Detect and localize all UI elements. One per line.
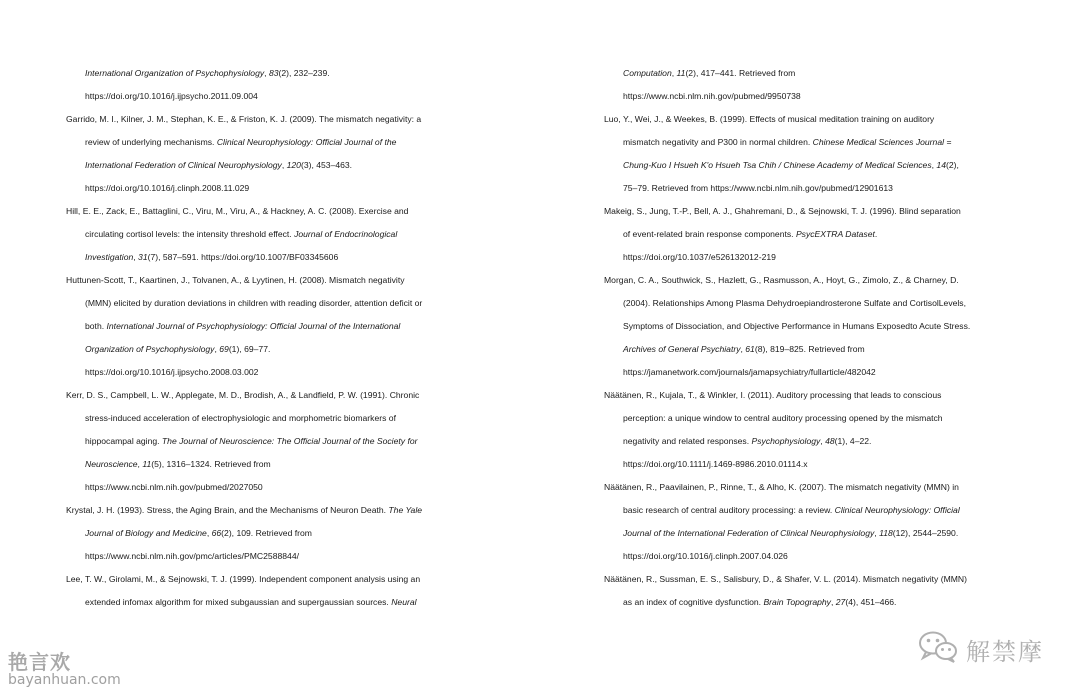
reference-entry-start (66, 269, 476, 292)
reference-text-run: https://www.ncbi.nlm.nih.gov/pubmed/2027050 (85, 482, 263, 492)
reference-entry-start (66, 200, 476, 223)
reference-text-run: , (206, 528, 212, 538)
reference-entry-start (66, 384, 476, 407)
reference-text-run: Hill, E. E., Zack, E., Battaglini, C., Viru, M., Viru, A., & Hackney, A. C. (2008). Exercise and (66, 206, 409, 216)
reference-text-run: . (874, 229, 878, 239)
reference-italic-run: International Journal of Psychophysiology: Official Journal of the International (106, 321, 401, 331)
reference-column-left (66, 62, 476, 614)
reference-text-run: circulating cortisol levels: the intensity threshold effect. (85, 229, 295, 239)
reference-column-right (604, 62, 1024, 614)
reference-italic-run: 31 (138, 252, 148, 262)
reference-text-run: , (137, 459, 143, 469)
reference-text-run: , (133, 252, 139, 262)
reference-text-run: https://doi.org/10.1016/j.ijpsycho.2011.09.004 (85, 91, 258, 101)
reference-text-run: Morgan, C. A., Southwick, S., Hazlett, G., Rasmusson, A., Hoyt, G., Zimolo, Z., & Charney, D. (604, 275, 959, 285)
reference-italic-run: PsycEXTRA Dataset (795, 229, 875, 239)
reference-text-run: (3), 453–463. (300, 160, 353, 170)
watermark-right (918, 630, 1044, 669)
reference-italic-run: Clinical Neurophysiology: Official (834, 505, 960, 515)
reference-text-run: extended infomax algorithm for mixed subgaussian and supergaussian sources. (85, 597, 392, 607)
reference-line (604, 292, 1024, 315)
reference-italic-run: Organization of Psychophysiology (85, 344, 215, 354)
watermark-right-name: 解禁摩 (966, 638, 1044, 666)
reference-line (66, 407, 476, 430)
reference-line (604, 430, 1024, 453)
reference-italic-run: 83 (268, 68, 279, 78)
reference-text-run: Krystal, J. H. (1993). Stress, the Aging Brain, and the Mechanisms of Neuron Death. (66, 505, 389, 515)
reference-text-run: basic research of central auditory processing: a review. (623, 505, 835, 515)
reference-entry-start (604, 476, 1024, 499)
reference-italic-run: Journal of Biology and Medicine (85, 528, 207, 538)
reference-text-run: https://doi.org/10.1111/j.1469-8986.2010.01114.x (623, 459, 808, 469)
reference-text-run: (2), (945, 160, 959, 170)
reference-line (604, 223, 1024, 246)
reference-text-run: mismatch negativity and P300 in normal children. (623, 137, 813, 147)
reference-entry-start (66, 108, 476, 131)
reference-line (604, 85, 1024, 108)
reference-text-run: Näätänen, R., Paavilainen, P., Rinne, T., & Alho, K. (2007). The mismatch negativity (MMN) in (604, 482, 959, 492)
reference-italic-run: 27 (835, 597, 846, 607)
reference-text-run: , (740, 344, 746, 354)
reference-text-run: Näätänen, R., Kujala, T., & Winkler, I. (2011). Auditory processing that leads to conscious (604, 390, 942, 400)
reference-line (604, 499, 1024, 522)
reference-line (604, 246, 1024, 269)
reference-text-run: https://doi.org/10.1016/j.clinph.2007.04.026 (623, 551, 788, 561)
reference-line (604, 522, 1024, 545)
reference-line (66, 154, 476, 177)
watermark-left-url: bayanhuan.com (8, 672, 121, 688)
reference-text-run: , (214, 344, 220, 354)
reference-text-run: https://www.ncbi.nlm.nih.gov/pubmed/9950738 (623, 91, 801, 101)
reference-italic-run: Neuroscience (85, 459, 138, 469)
reference-italic-run: Journal of Endocrinological (294, 229, 398, 239)
reference-entry-start (604, 568, 1024, 591)
reference-text-run: Makeig, S., Jung, T.-P., Bell, A. J., Ghahremani, D., & Sejnowski, T. J. (1996). Blind separation (604, 206, 961, 216)
reference-text-run: https://doi.org/10.1016/j.clinph.2008.11.029 (85, 183, 250, 193)
reference-text-run: (2), 417–441. Retrieved from (685, 68, 796, 78)
reference-italic-run: 118 (879, 528, 893, 538)
reference-italic-run: Archives of General Psychiatry (623, 344, 741, 354)
reference-line (66, 315, 476, 338)
reference-text-run: , (874, 528, 880, 538)
reference-italic-run: Clinical Neurophysiology: Official Journal of the (216, 137, 397, 147)
reference-text-run: Näätänen, R., Sussman, E. S., Salisbury, D., & Shafer, V. L. (2014). Mismatch negativity (MMN) (604, 574, 967, 584)
reference-text-run: , (820, 436, 826, 446)
reference-italic-run: Psychophysiology (751, 436, 821, 446)
reference-text-run: , (264, 68, 269, 78)
reference-italic-run: International Organization of Psychophysiology (85, 68, 265, 78)
reference-text-run: Kerr, D. S., Campbell, L. W., Applegate, M. D., Brodish, A., & Landfield, P. W. (1991). Chronic (66, 390, 420, 400)
reference-line (604, 338, 1024, 361)
reference-italic-run: 11 (142, 459, 152, 469)
reference-italic-run: 120 (286, 160, 301, 170)
reference-line (604, 591, 1024, 614)
reference-text-run: (2), 109. Retrieved from (221, 528, 312, 538)
reference-italic-run: International Federation of Clinical Neurophysiology (85, 160, 282, 170)
reference-line (66, 545, 476, 568)
reference-italic-run: Neural (391, 597, 417, 607)
reference-italic-run: 69 (219, 344, 229, 354)
reference-text-run: both. (85, 321, 107, 331)
reference-text-run: (8), 819–825. Retrieved from (754, 344, 865, 354)
reference-entry-start (604, 108, 1024, 131)
reference-italic-run: Investigation (85, 252, 134, 262)
reference-text-run: , (830, 597, 836, 607)
reference-text-run: Symptoms of Dissociation, and Objective Performance in Humans Exposedto Acute Stress. (623, 321, 971, 331)
reference-entry-start (66, 568, 476, 591)
reference-text-run: Lee, T. W., Girolami, M., & Sejnowski, T. J. (1999). Independent component analysis using an (66, 574, 421, 584)
reference-text-run: (5), 1316–1324. Retrieved from (151, 459, 271, 469)
reference-line (66, 338, 476, 361)
reference-line (604, 131, 1024, 154)
reference-text-run: (1), 69–77. (228, 344, 271, 354)
reference-text-run: https://doi.org/10.1037/e526132012-219 (623, 252, 776, 262)
reference-italic-run: 48 (825, 436, 835, 446)
reference-line (66, 223, 476, 246)
reference-text-run: Luo, Y., Wei, J., & Weekes, B. (1999). Effects of musical meditation training on auditory (604, 114, 935, 124)
reference-line (66, 591, 476, 614)
reference-text-run: (4), 451–466. (845, 597, 897, 607)
reference-text-run: , (931, 160, 937, 170)
reference-italic-run: 14 (936, 160, 946, 170)
reference-text-run: , (281, 160, 287, 170)
reference-text-run: hippocampal aging. (85, 436, 162, 446)
reference-italic-run: Brain Topography (763, 597, 831, 607)
reference-text-run: of event-related brain response components. (623, 229, 796, 239)
reference-italic-run: 11 (676, 68, 686, 78)
reference-line (66, 292, 476, 315)
watermark-left-name: 艳言欢 (8, 650, 71, 674)
reference-line (604, 154, 1024, 177)
reference-text-run: Huttunen-Scott, T., Kaartinen, J., Tolvanen, A., & Lyytinen, H. (2008). Mismatch negativity (66, 275, 405, 285)
reference-italic-run: The Yale (388, 505, 423, 515)
reference-text-run: https://www.ncbi.nlm.nih.gov/pmc/articles/PMC2588844/ (85, 551, 299, 561)
reference-line (66, 361, 476, 384)
reference-line (66, 85, 476, 108)
reference-line (604, 361, 1024, 384)
reference-italic-run: 66 (211, 528, 222, 538)
reference-line (604, 177, 1024, 200)
reference-line (66, 430, 476, 453)
reference-italic-run: Computation (623, 68, 672, 78)
reference-text-run: review of underlying mechanisms. (85, 137, 217, 147)
reference-text-run: https://doi.org/10.1016/j.ijpsycho.2008.03.002 (85, 367, 259, 377)
reference-text-run: https://jamanetwork.com/journals/jamapsychiatry/fullarticle/482042 (623, 367, 876, 377)
reference-italic-run: Journal of the International Federation of Clinical Neurophysiology (623, 528, 875, 538)
reference-text-run: Garrido, M. I., Kilner, J. M., Stephan, K. E., & Friston, K. J. (2009). The mismatch negativity: a (66, 114, 422, 124)
reference-entry-start (604, 384, 1024, 407)
reference-text-run: negativity and related responses. (623, 436, 752, 446)
reference-italic-run: Chinese Medical Sciences Journal = (812, 137, 952, 147)
reference-text-run: 75–79. Retrieved from https://www.ncbi.nlm.nih.gov/pubmed/12901613 (623, 183, 893, 193)
reference-italic-run: The Journal of Neuroscience: The Official Journal of the Society for (161, 436, 418, 446)
reference-line (604, 62, 1024, 85)
watermark-left (8, 652, 121, 688)
reference-line (66, 453, 476, 476)
reference-italic-run: 61 (745, 344, 755, 354)
reference-text-run: stress-induced acceleration of electrophysiologic and morphometric biomarkers of (85, 413, 396, 423)
reference-text-run: (7), 587–591. https://doi.org/10.1007/BF03345606 (147, 252, 339, 262)
reference-italic-run: Chung-Kuo I Hsueh K'o Hsueh Tsa Chih / Chinese Academy of Medical Sciences (623, 160, 932, 170)
wechat-icon (918, 630, 958, 669)
reference-line (604, 545, 1024, 568)
reference-line (66, 177, 476, 200)
reference-text-run: perception: a unique window to central auditory processing opened by the mismatch (623, 413, 943, 423)
reference-line (604, 315, 1024, 338)
reference-line (66, 476, 476, 499)
reference-line (604, 407, 1024, 430)
reference-line (66, 131, 476, 154)
reference-text-run: as an index of cognitive dysfunction. (623, 597, 764, 607)
reference-line (66, 246, 476, 269)
reference-line (66, 62, 476, 85)
reference-line (66, 522, 476, 545)
reference-entry-start (604, 269, 1024, 292)
reference-text-run: (12), 2544–2590. (892, 528, 959, 538)
reference-entry-start (66, 499, 476, 522)
reference-text-run: (2004). Relationships Among Plasma Dehydroepiandrosterone Sulfate and CortisolLevels, (623, 298, 966, 308)
reference-text-run: , (671, 68, 677, 78)
reference-text-run: (1), 4–22. (834, 436, 872, 446)
reference-text-run: (MMN) elicited by duration deviations in children with reading disorder, attention deficit or (85, 298, 423, 308)
reference-text-run: (2), 232–239. (278, 68, 330, 78)
reference-entry-start (604, 200, 1024, 223)
reference-line (604, 453, 1024, 476)
